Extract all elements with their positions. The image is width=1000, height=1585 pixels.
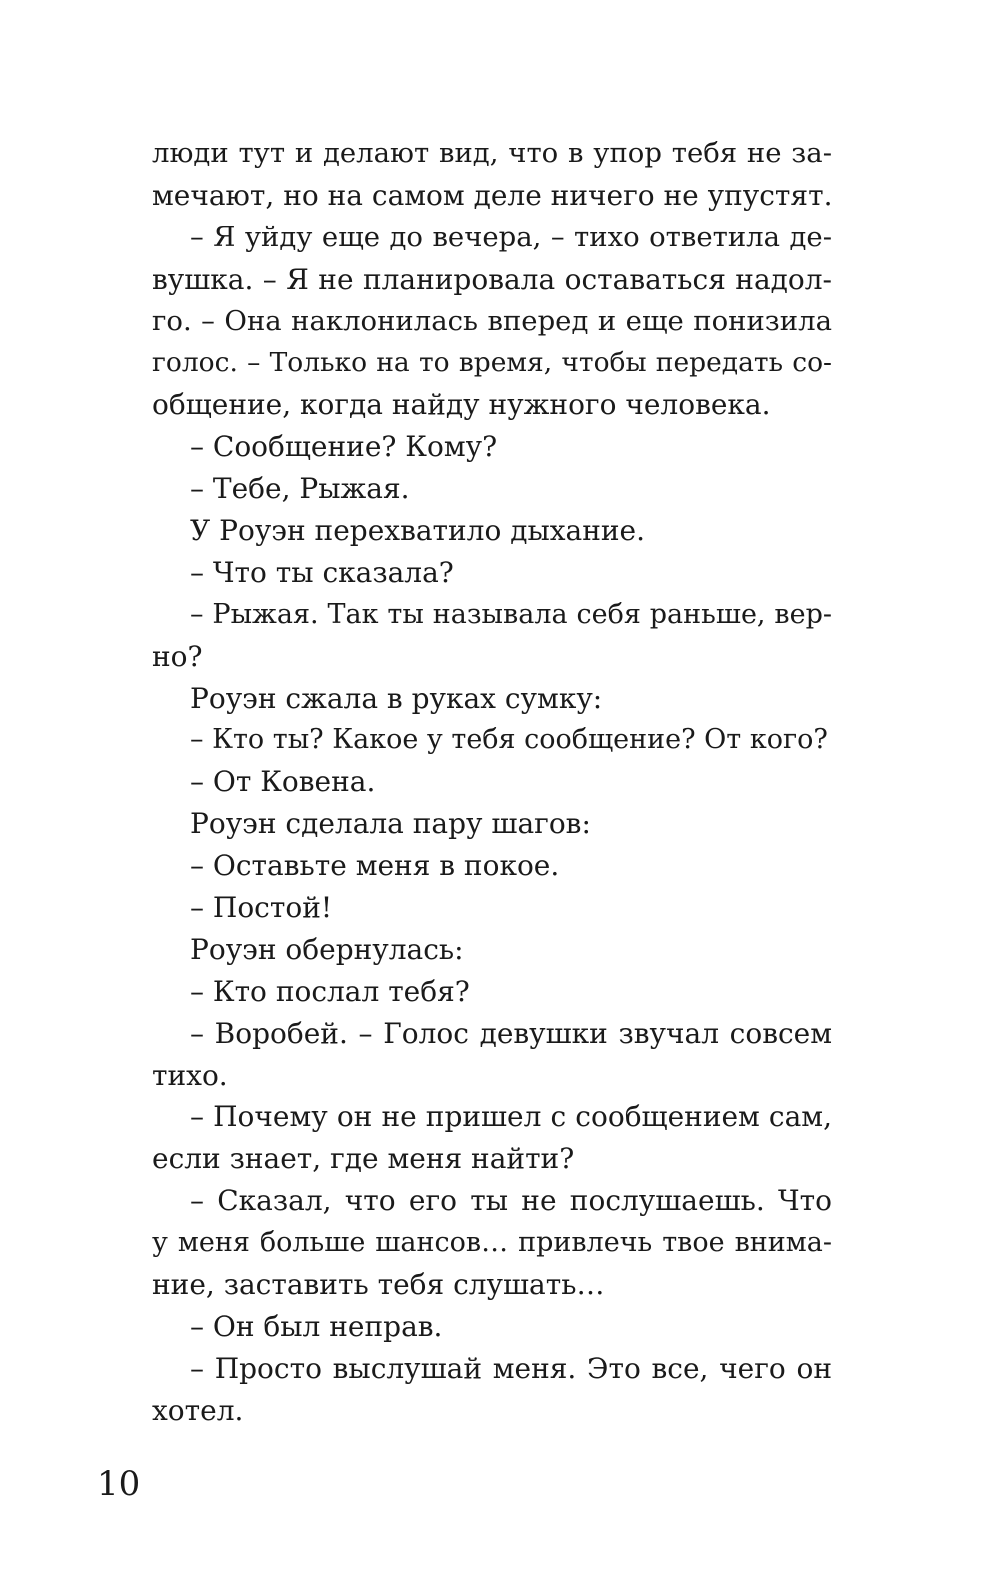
text-line: – Сообщение? Кому? [190,430,498,464]
text-line: – Просто выслушай меня. Это все, чего он [190,1351,832,1385]
text-line: – Постой! [190,891,333,925]
text-line: – Он был неправ. [190,1309,443,1343]
text-line: ние, заставить тебя слушать… [152,1268,605,1302]
text-line: – Рыжая. Так ты называла себя раньше, вер- [190,598,832,630]
text-line: вушка. – Я не планировала оставаться надол- [152,262,832,296]
text-line: – Кто послал тебя? [190,974,470,1008]
text-line: но? [152,639,203,673]
body-text [152,133,832,1432]
text-line: – Воробей. – Голос девушки звучал совсем [190,1016,832,1050]
text-line: у меня больше шансов… привлечь твое внима- [152,1227,832,1259]
text-line: – Оставьте меня в покое. [190,849,560,883]
text-line: люди тут и делают вид, что в упор тебя не за- [152,137,832,169]
text-line: мечают, но на самом деле ничего не упустят. [152,178,833,212]
text-line: – Почему он не пришел с сообщением сам, [190,1100,832,1134]
text-line: хотел. [152,1393,244,1427]
text-line: – Тебе, Рыжая. [190,472,410,506]
text-line: голос. – Только на то время, чтобы передать со- [152,347,832,379]
text-line: го. – Она наклонилась вперед и еще понизила [152,304,832,337]
text-line: Роуэн обернулась: [190,932,464,966]
text-line: – От Ковена. [190,765,376,799]
text-line: – Кто ты? Какое у тебя сообщение? От кого? [190,724,828,756]
text-line: общение, когда найду нужного человека. [152,388,771,422]
page-number: 10 [97,1464,141,1504]
text-line: Роуэн сделала пару шагов: [190,807,591,841]
text-line: У Роуэн перехватило дыхание. [190,514,646,548]
text-line: – Я уйду еще до вечера, – тихо ответила де- [190,220,832,253]
text-line: – Сказал, что его ты не послушаешь. Что [190,1184,832,1218]
text-line: если знает, где меня найти? [152,1142,575,1176]
text-line: тихо. [152,1058,228,1092]
text-line: – Что ты сказала? [190,555,454,589]
text-line: Роуэн сжала в руках сумку: [190,681,603,715]
